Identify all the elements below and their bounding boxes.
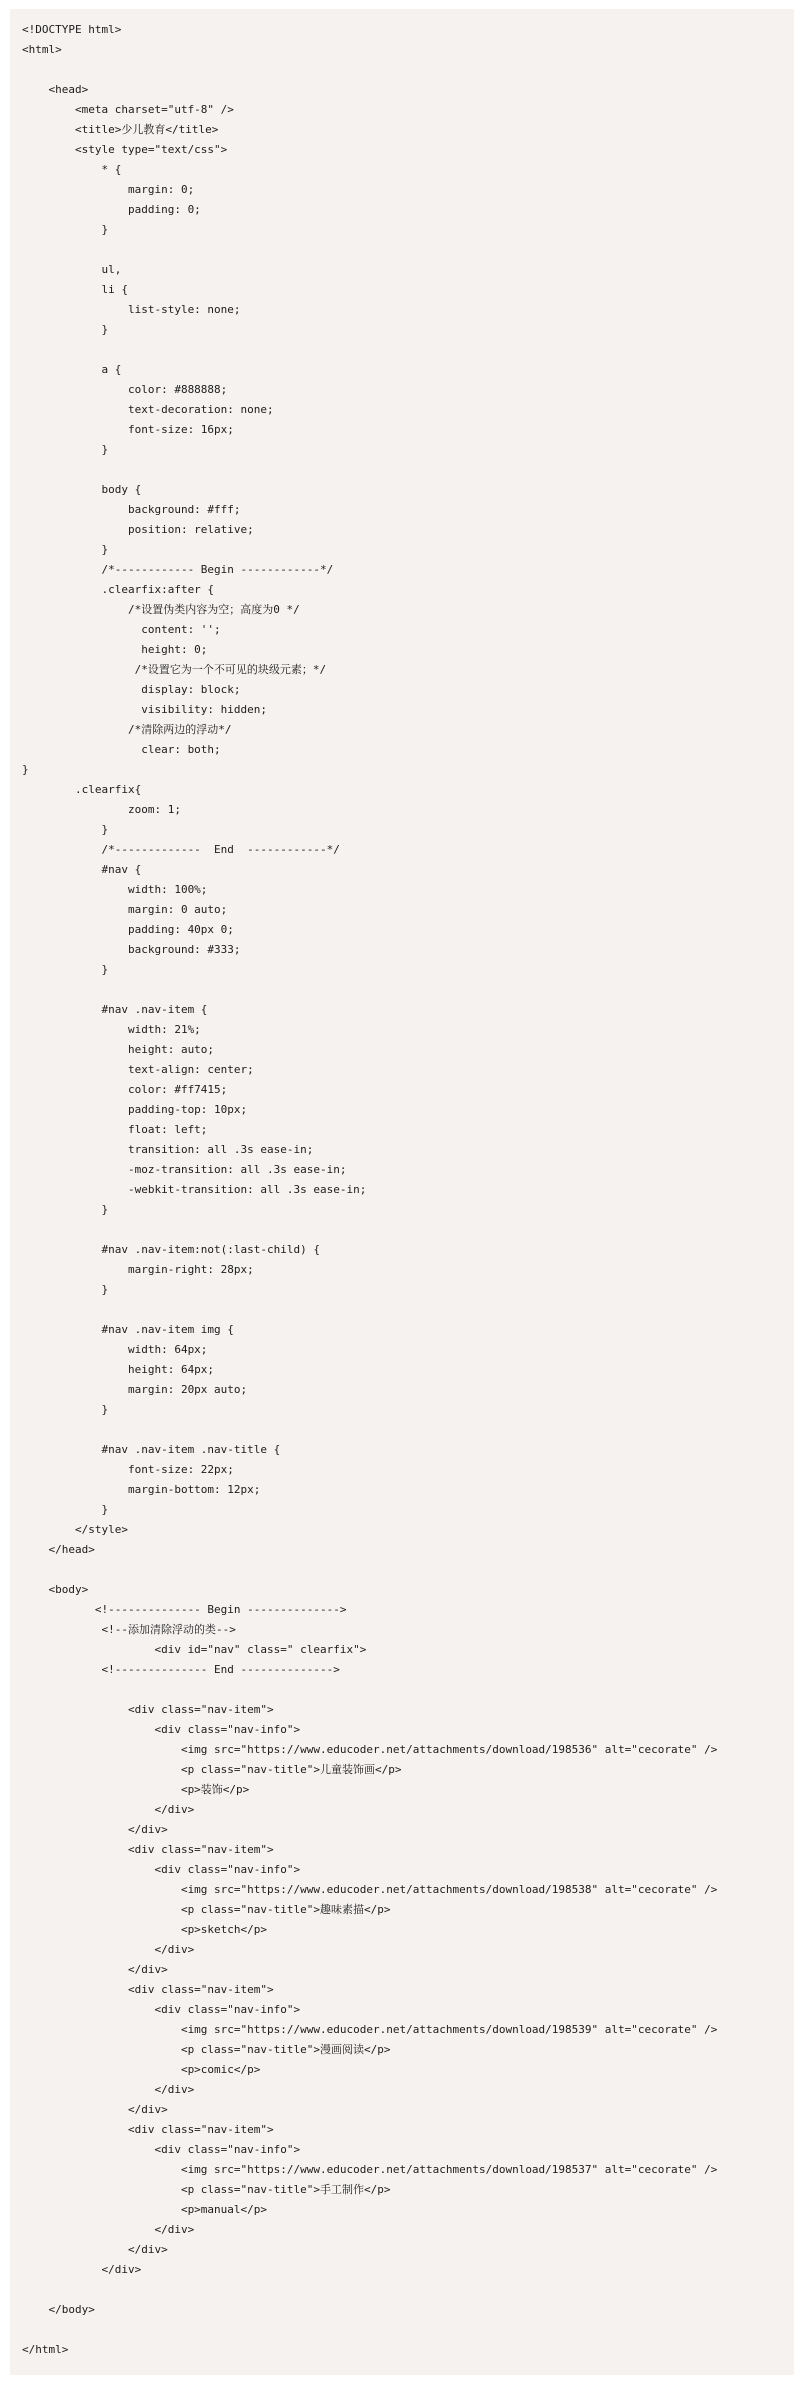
code-line: </div>	[22, 2223, 195, 2236]
code-line: }	[22, 1203, 109, 1216]
code-line: color: #888888;	[22, 383, 228, 396]
code-line: float: left;	[22, 1123, 208, 1136]
code-line: list-style: none;	[22, 303, 241, 316]
code-line: <p class="nav-title">漫画阅读</p>	[22, 2043, 391, 2056]
code-line: <div class="nav-item">	[22, 1843, 274, 1856]
code-line: margin: 0 auto;	[22, 903, 228, 916]
code-line: background: #333;	[22, 943, 241, 956]
code-document	[10, 9, 794, 2375]
code-line: }	[22, 763, 29, 776]
code-line: <img src="https://www.educoder.net/attachments/download/198536" alt="cecorate" />	[22, 1743, 718, 1756]
code-line: <div class="nav-item">	[22, 1703, 274, 1716]
code-line	[22, 2280, 717, 2300]
code-line	[22, 60, 717, 80]
code-line: <html>	[22, 43, 62, 56]
code-line: margin-bottom: 12px;	[22, 1483, 261, 1496]
code-line: <head>	[22, 83, 89, 96]
code-line	[22, 240, 717, 260]
code-line: margin-right: 28px;	[22, 1263, 254, 1276]
code-line: <!-------------- End -------------->	[22, 1663, 340, 1676]
code-line	[22, 2320, 717, 2340]
code-line: padding-top: 10px;	[22, 1103, 248, 1116]
code-line: </div>	[22, 2243, 168, 2256]
code-line: </div>	[22, 1803, 195, 1816]
code-line: #nav {	[22, 863, 142, 876]
code-line	[22, 1300, 717, 1320]
code-line: <body>	[22, 1583, 89, 1596]
code-line: height: auto;	[22, 1043, 215, 1056]
code-line: padding: 40px 0;	[22, 923, 234, 936]
code-line: }	[22, 543, 109, 556]
code-line: </head>	[22, 1543, 95, 1556]
code-line	[22, 460, 717, 480]
code-line: height: 0;	[22, 643, 208, 656]
code-line: </div>	[22, 1823, 168, 1836]
code-line	[22, 1560, 717, 1580]
code-line: <div class="nav-info">	[22, 2143, 301, 2156]
code-line: <title>少儿教育</title>	[22, 123, 219, 136]
code-line: }	[22, 1503, 109, 1516]
code-line: body {	[22, 483, 142, 496]
code-line: color: #ff7415;	[22, 1083, 228, 1096]
code-line: width: 100%;	[22, 883, 208, 896]
code-line: }	[22, 823, 109, 836]
code-line: <style type="text/css">	[22, 143, 228, 156]
code-line: margin: 0;	[22, 183, 195, 196]
code-block	[22, 20, 717, 2360]
code-line: li {	[22, 283, 128, 296]
code-line: margin: 20px auto;	[22, 1383, 248, 1396]
code-line	[22, 340, 717, 360]
code-line	[22, 1420, 717, 1440]
code-line: <p class="nav-title">趣味素描</p>	[22, 1903, 391, 1916]
code-line: <p>manual</p>	[22, 2203, 268, 2216]
code-line: </div>	[22, 2263, 142, 2276]
code-line: </div>	[22, 1943, 195, 1956]
code-line: #nav .nav-item {	[22, 1003, 208, 1016]
code-line: <img src="https://www.educoder.net/attachments/download/198537" alt="cecorate" />	[22, 2163, 718, 2176]
code-line: </div>	[22, 1963, 168, 1976]
code-line: <p class="nav-title">儿童装饰画</p>	[22, 1763, 402, 1776]
code-line: height: 64px;	[22, 1363, 215, 1376]
code-line: /*清除两边的浮动*/	[22, 723, 232, 736]
code-line: .clearfix{	[22, 783, 142, 796]
code-line: position: relative;	[22, 523, 254, 536]
code-line: #nav .nav-item img {	[22, 1323, 234, 1336]
code-line: }	[22, 1283, 109, 1296]
code-line: font-size: 22px;	[22, 1463, 234, 1476]
code-line: <!-------------- Begin -------------->	[22, 1603, 347, 1616]
code-line: -webkit-transition: all .3s ease-in;	[22, 1183, 367, 1196]
code-line: </div>	[22, 2083, 195, 2096]
code-line: .clearfix:after {	[22, 583, 215, 596]
code-line: <img src="https://www.educoder.net/attachments/download/198539" alt="cecorate" />	[22, 2023, 718, 2036]
code-line: <div class="nav-info">	[22, 1863, 301, 1876]
code-line: <div class="nav-item">	[22, 1983, 274, 1996]
code-line: }	[22, 443, 109, 456]
code-line: <div class="nav-info">	[22, 2003, 301, 2016]
code-line: <p>sketch</p>	[22, 1923, 268, 1936]
code-line: <p>comic</p>	[22, 2063, 261, 2076]
code-line: a {	[22, 363, 122, 376]
code-line: <div id="nav" class=" clearfix">	[22, 1643, 367, 1656]
code-line: <!--添加清除浮动的类-->	[22, 1623, 236, 1636]
code-line: }	[22, 323, 109, 336]
code-line: width: 64px;	[22, 1343, 208, 1356]
code-line: clear: both;	[22, 743, 221, 756]
code-line: /*------------- End ------------*/	[22, 843, 340, 856]
code-line: visibility: hidden;	[22, 703, 268, 716]
code-line: </div>	[22, 2103, 168, 2116]
code-line: ul,	[22, 263, 122, 276]
code-line: transition: all .3s ease-in;	[22, 1143, 314, 1156]
code-line: <!DOCTYPE html>	[22, 23, 122, 36]
code-line	[22, 1220, 717, 1240]
code-line: padding: 0;	[22, 203, 201, 216]
code-line: }	[22, 223, 109, 236]
code-line: -moz-transition: all .3s ease-in;	[22, 1163, 347, 1176]
code-line: #nav .nav-item:not(:last-child) {	[22, 1243, 321, 1256]
code-line: background: #fff;	[22, 503, 241, 516]
code-line: <div class="nav-info">	[22, 1723, 301, 1736]
code-line: }	[22, 1403, 109, 1416]
code-line: font-size: 16px;	[22, 423, 234, 436]
code-line: display: block;	[22, 683, 241, 696]
code-line: <div class="nav-item">	[22, 2123, 274, 2136]
code-line: </body>	[22, 2303, 95, 2316]
code-line: <img src="https://www.educoder.net/attachments/download/198538" alt="cecorate" />	[22, 1883, 718, 1896]
code-line: <meta charset="utf-8" />	[22, 103, 234, 116]
code-line: /*设置伪类内容为空；高度为0 */	[22, 603, 300, 616]
code-line: zoom: 1;	[22, 803, 181, 816]
code-line: * {	[22, 163, 122, 176]
code-line: content: '';	[22, 623, 221, 636]
code-line: </html>	[22, 2343, 69, 2356]
code-line: }	[22, 963, 109, 976]
code-line: <p>装饰</p>	[22, 1783, 250, 1796]
code-line: text-decoration: none;	[22, 403, 274, 416]
code-line	[22, 1680, 717, 1700]
code-line: /*设置它为一个不可见的块级元素；*/	[22, 663, 327, 676]
code-line: <p class="nav-title">手工制作</p>	[22, 2183, 391, 2196]
code-line: text-align: center;	[22, 1063, 254, 1076]
code-line	[22, 980, 717, 1000]
code-line: </style>	[22, 1523, 128, 1536]
code-line: #nav .nav-item .nav-title {	[22, 1443, 281, 1456]
code-line: /*------------ Begin ------------*/	[22, 563, 334, 576]
code-line: width: 21%;	[22, 1023, 201, 1036]
